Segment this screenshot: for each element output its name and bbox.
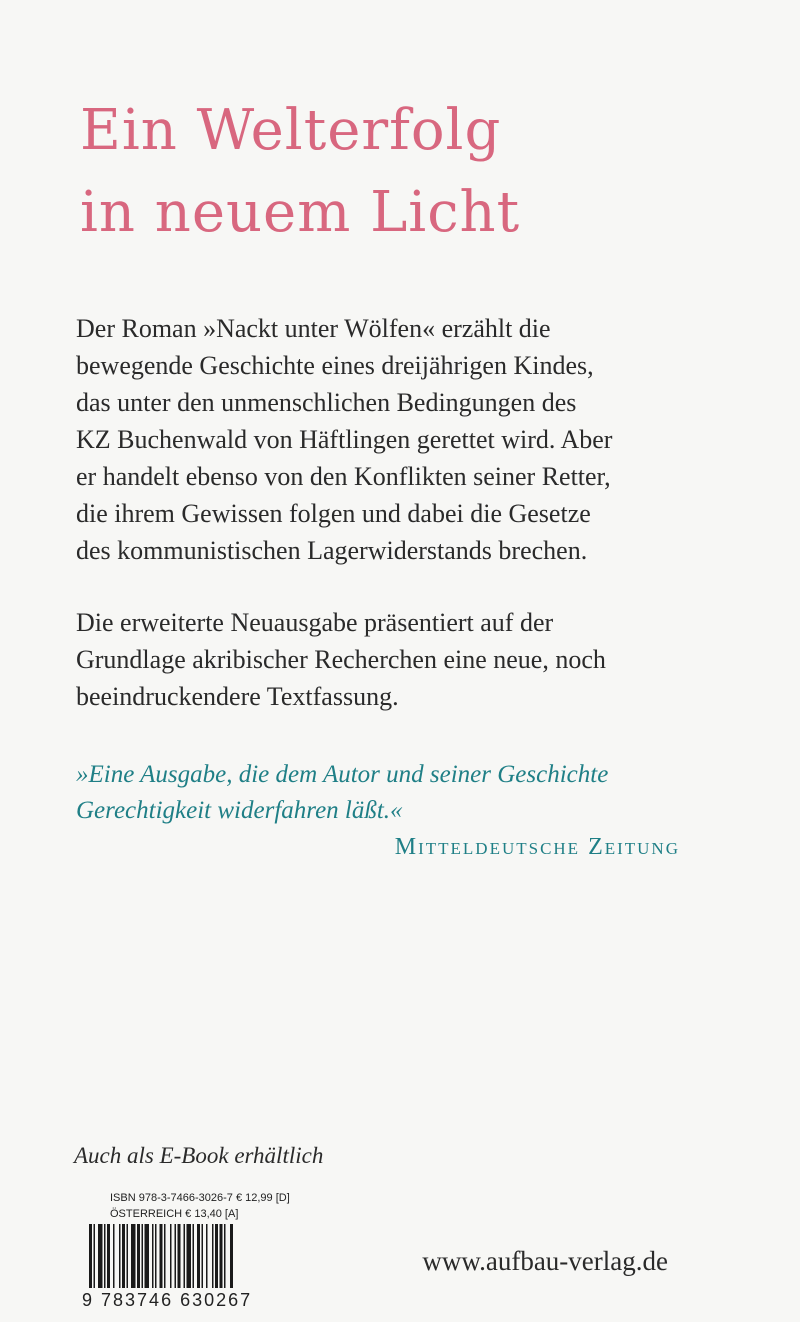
text-line: des kommunistischen Lagerwiderstands brechen. <box>76 536 588 565</box>
text-line: das unter den unmenschlichen Bedingungen des <box>76 388 577 417</box>
austria-price-line: ÖSTERREICH € 13,40 [A] <box>110 1208 239 1220</box>
text-line: beeindruckendere Textfassung. <box>76 682 399 711</box>
review-quote <box>76 757 716 829</box>
quote-line: Gerechtigkeit widerfahren läßt.« <box>76 797 403 824</box>
description-paragraph-2 <box>76 604 696 715</box>
barcode-digits: 9 783746 630267 <box>82 1290 253 1310</box>
text-line: er handelt ebenso von den Konflikten seiner Retter, <box>76 462 611 491</box>
quote-line: »Eine Ausgabe, die dem Autor und seiner Geschichte <box>76 761 609 788</box>
headline <box>80 90 760 254</box>
barcode-icon <box>87 1224 287 1288</box>
isbn-price-line: ISBN 978-3-7466-3026-7 € 12,99 [D] <box>110 1192 290 1204</box>
text-line: Die erweiterte Neuausgabe präsentiert auf der <box>76 608 554 637</box>
headline-line-2: in neuem Licht <box>80 180 521 245</box>
text-line: bewegende Geschichte eines dreijährigen Kindes, <box>76 351 594 380</box>
isbn-info <box>110 1190 340 1222</box>
headline-line-1: Ein Welterfolg <box>80 98 502 163</box>
description-paragraph-1 <box>76 310 696 569</box>
text-line: Grundlage akribischer Recherchen eine neue, noch <box>76 645 606 674</box>
publisher-website: www.aufbau-verlag.de <box>422 1246 668 1276</box>
text-line: Der Roman »Nackt unter Wölfen« erzählt die <box>76 314 551 343</box>
text-line: die ihrem Gewissen folgen und dabei die Gesetze <box>76 499 591 528</box>
ebook-note: Auch als E-Book erhältlich <box>74 1143 324 1168</box>
barcode <box>82 1224 292 1314</box>
review-source: Mitteldeutsche Zeitung <box>394 834 680 860</box>
text-line: KZ Buchenwald von Häftlingen gerettet wird. Aber <box>76 425 613 454</box>
